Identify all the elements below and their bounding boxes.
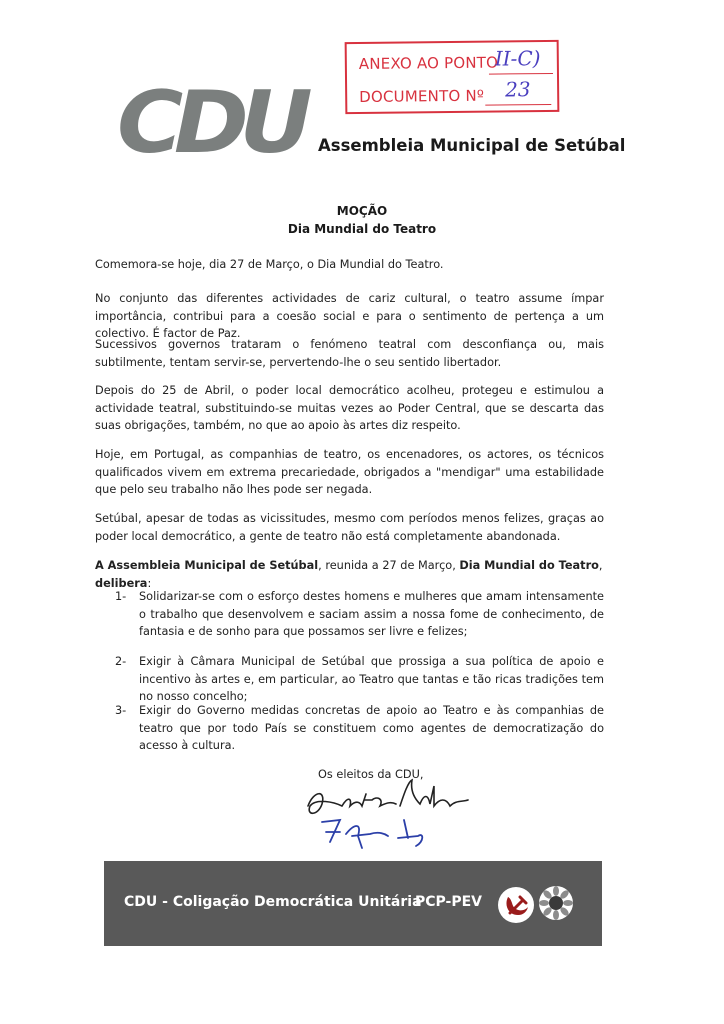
list-item	[115, 653, 604, 706]
document-title: MOÇÃO	[336, 204, 388, 218]
list-item-number: 2-	[115, 655, 127, 668]
stamp-annex-value: II-C)	[494, 46, 541, 71]
list-item-number: 3-	[115, 704, 127, 717]
stamp-document-label: DOCUMENTO Nº	[359, 86, 485, 106]
resolution-end: :	[147, 576, 152, 590]
annex-stamp	[345, 40, 560, 114]
coalition-name: CDU - Coligação Democrática Unitária	[124, 894, 422, 910]
assembly-name: Assembleia Municipal de Setúbal	[318, 136, 626, 155]
resolution-comma: ,	[598, 559, 603, 572]
resolution-middle: , reunida a 27 de Março,	[318, 559, 460, 572]
list-item	[115, 588, 604, 641]
footer-banner	[104, 861, 602, 946]
stamp-underline	[485, 104, 551, 106]
list-item	[115, 702, 604, 755]
document-subtitle: Dia Mundial do Teatro	[287, 222, 437, 236]
resolution-verb: delibera	[95, 576, 148, 590]
paragraph: Sucessivos governos trataram o fenómeno teatral com desconfiança ou, mais subtilmente, tentam servir-se, pervertendo-lhe o seu sentido libertador.	[95, 338, 604, 369]
list-item-number: 1-	[115, 590, 127, 603]
signatures	[300, 776, 490, 866]
pcp-hammer-sickle-icon	[496, 885, 536, 925]
paragraph: Comemora-se hoje, dia 27 de Março, o Dia Mundial do Teatro.	[95, 258, 444, 271]
paragraph: Setúbal, apesar de todas as vicissitudes, mesmo com períodos menos felizes, graças ao poder local democrático, a gente de teatro não está completamente abandonada.	[95, 512, 604, 543]
list-item-text: Exigir à Câmara Municipal de Setúbal que prossiga a sua política de apoio e incentivo às artes e, em particular, ao Teatro que tantas e tão ricas tradições tem no nosso concelho;	[139, 655, 604, 703]
list-item-text: Solidarizar-se com o esforço destes homens e mulheres que amam intensamente o trabalho que desenvolvem e saciam assim a nossa fome de conhecimento, de fantasia e de sonho para que possamos ser livre e felizes;	[139, 590, 604, 638]
signature-first	[308, 780, 468, 813]
paragraph: Hoje, em Portugal, as companhias de teatro, os encenadores, os actores, os técnicos qualificados vivem em extrema precariedade, obrigados a "mendigar" uma estabilidade que pelo seu trabalho não lhes pode ser negada.	[95, 448, 604, 496]
resolution-lead: A Assembleia Municipal de Setúbal	[95, 559, 319, 572]
resolution-day: Dia Mundial do Teatro	[459, 559, 599, 572]
signature-second	[322, 820, 422, 848]
party-names: PCP-PEV	[415, 894, 483, 910]
list-item-text: Exigir do Governo medidas concretas de apoio ao Teatro e às companhias de teatro que por todo País se constituem como agentes de democratização do acesso à cultura.	[139, 704, 604, 752]
paragraph: Depois do 25 de Abril, o poder local democrático acolheu, protegeu e estimulou a actividade teatral, substituindo-se muitas vezes ao Poder Central, que se descarta das suas obrigações, também, no que ao apoio às artes diz respeito.	[95, 384, 604, 432]
signoff: Os eleitos da CDU,	[318, 768, 424, 781]
stamp-underline	[489, 73, 553, 75]
stamp-document-number: 23	[505, 77, 531, 102]
stamp-annex-label: ANEXO AO PONTO	[358, 53, 499, 73]
pev-sunflower-icon	[538, 885, 574, 921]
paragraph: No conjunto das diferentes actividades de cariz cultural, o teatro assume ímpar importância, contribui para a coesão social e para o sentimento de pertença a um colectivo. É factor de Paz.	[95, 292, 604, 340]
resolution-paragraph	[95, 557, 604, 592]
cdu-logo: CDU	[117, 73, 304, 173]
